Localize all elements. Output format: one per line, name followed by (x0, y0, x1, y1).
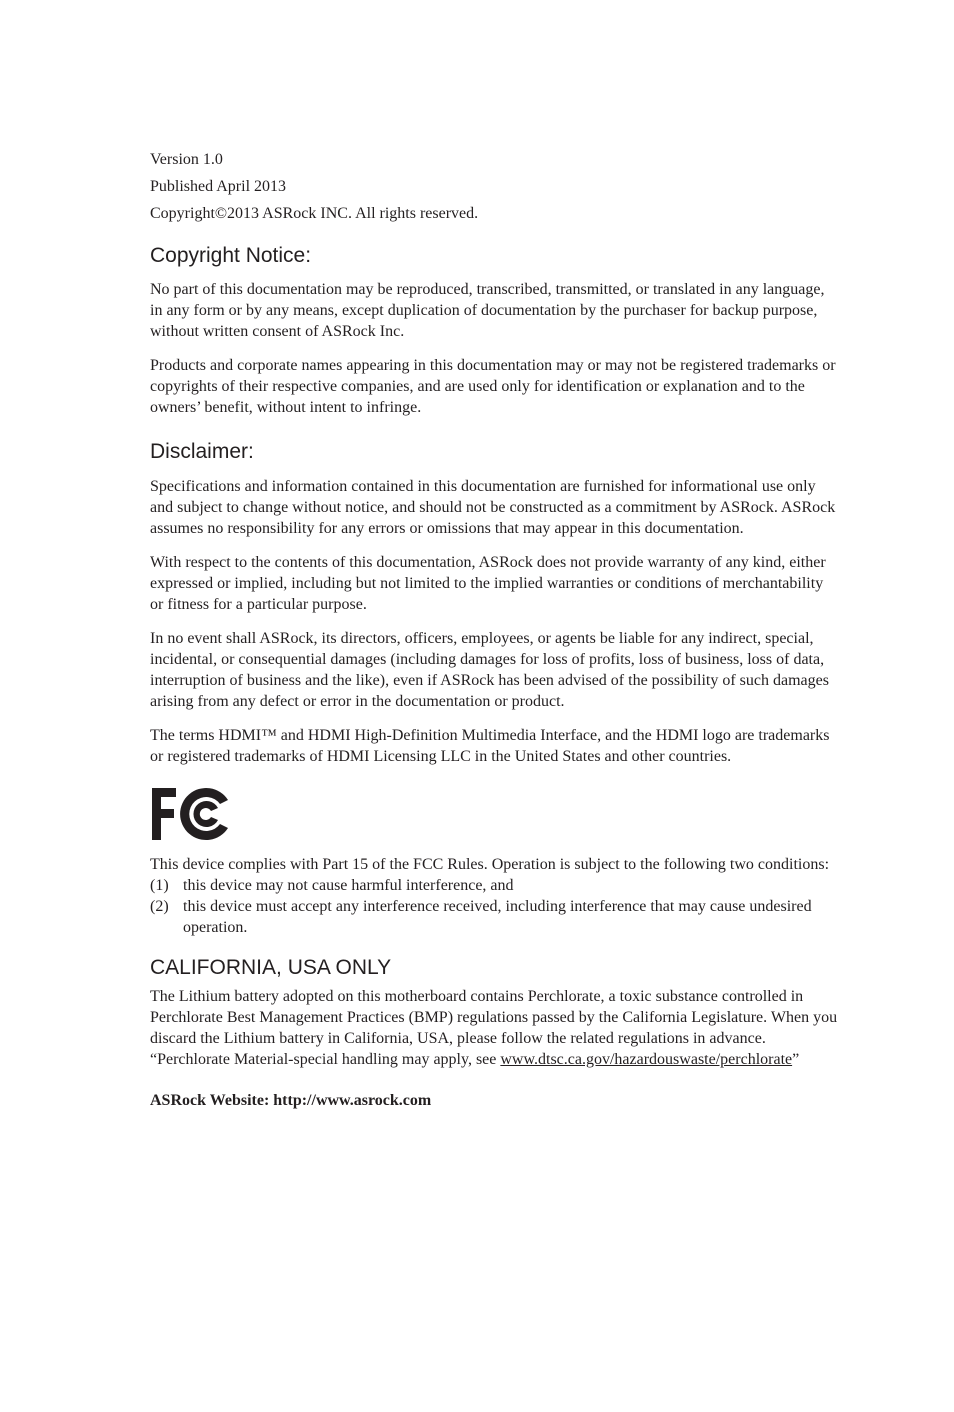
published-line: Published April 2013 (150, 178, 287, 195)
condition-number: (1) (150, 877, 169, 894)
disclaimer-paragraph-3: In no event shall ASRock, its directors, officers, employees, or agents be liable for any indirect, special, incidental, or consequential damages (including damages for loss of profits, loss of business, loss of data, interruption of business and the like), even if ASRock has been advised of the possibility of such damages arising from any defect or error in the documentation or product. (150, 630, 829, 710)
fcc-logo-icon (150, 786, 230, 842)
list-item (150, 896, 840, 938)
dtsc-link[interactable]: www.dtsc.ca.gov/hazardouswaste/perchlorate (500, 1051, 793, 1068)
perchlorate-quote (150, 1049, 840, 1070)
disclaimer-paragraph-2: With respect to the contents of this documentation, ASRock does not provide warranty of any kind, either expressed or implied, including but not limited to the implied warranties or conditions of merchantability or fitness for a particular purpose. (150, 554, 826, 613)
quote-suffix: ” (792, 1051, 800, 1068)
condition-text: this device may not cause harmful interference, and (183, 877, 514, 894)
fcc-intro: This device complies with Part 15 of the FCC Rules. Operation is subject to the following two conditions: (150, 856, 830, 873)
document-meta (150, 146, 840, 227)
version-line: Version 1.0 (150, 151, 223, 168)
copyright-notice-heading: Copyright Notice: (150, 244, 312, 267)
condition-number: (2) (150, 898, 169, 915)
disclaimer-paragraph-4: The terms HDMI™ and HDMI High-Definition Multimedia Interface, and the HDMI logo are trademarks or registered trademarks of HDMI Licensing LLC in the United States and other countries. (150, 727, 830, 765)
list-item (150, 875, 840, 896)
california-heading: CALIFORNIA, USA ONLY (150, 956, 392, 979)
condition-text: this device must accept any interference received, including interference that may cause undesired operation. (183, 898, 812, 936)
copyright-paragraph-2: Products and corporate names appearing in this documentation may or may not be registered trademarks or copyrights of their respective companies, and are used only for identification or explanation and to the owners’ benefit, without intent to infringe. (150, 357, 836, 416)
disclaimer-heading: Disclaimer: (150, 440, 254, 463)
quote-prefix: “Perchlorate Material-special handling may apply, see (150, 1051, 501, 1068)
asrock-website: ASRock Website: http://www.asrock.com (150, 1092, 432, 1109)
fcc-conditions-list (150, 875, 840, 938)
disclaimer-paragraph-1: Specifications and information contained in this documentation are furnished for informational use only and subject to change without notice, and should not be constructed as a commitment by ASRock. ASRock assumes no responsibility for any errors or omissions that may appear in this documentation. (150, 478, 836, 537)
copyright-paragraph-1: No part of this documentation may be reproduced, transcribed, transmitted, or translated in any language, in any form or by any means, except duplication of documentation by the purchaser for backup purpose, without written consent of ASRock Inc. (150, 281, 825, 340)
document-page (150, 146, 840, 1111)
california-paragraph: The Lithium battery adopted on this motherboard contains Perchlorate, a toxic substance controlled in Perchlorate Best Management Practices (BMP) regulations passed by the California Legislature. When you discard the Lithium battery in California, USA, please follow the related regulations in advance. (150, 988, 838, 1047)
copyright-line: Copyright©2013 ASRock INC. All rights reserved. (150, 205, 479, 222)
